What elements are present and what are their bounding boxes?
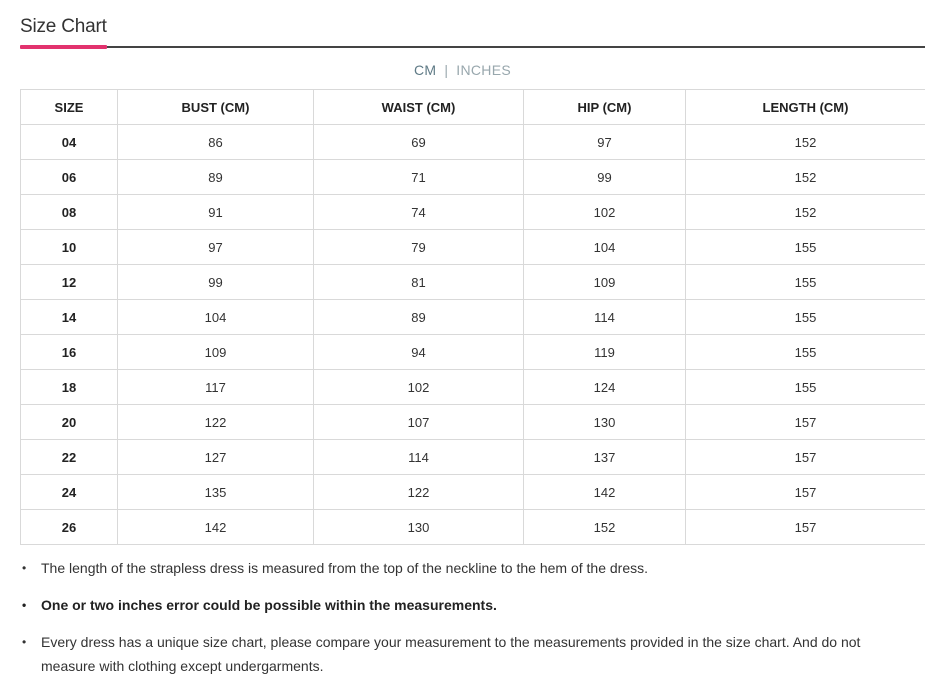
- cell-bust: 86: [118, 125, 314, 160]
- cell-size: 06: [21, 160, 118, 195]
- cell-length: 157: [686, 475, 925, 510]
- table-row: [21, 125, 925, 160]
- cell-hip: 104: [524, 230, 686, 265]
- cell-size: 26: [21, 510, 118, 545]
- table-row: [21, 405, 925, 440]
- cell-waist: 74: [314, 195, 524, 230]
- cell-length: 152: [686, 195, 925, 230]
- cell-length: 155: [686, 370, 925, 405]
- table-row: [21, 440, 925, 475]
- cell-size: 08: [21, 195, 118, 230]
- cell-waist: 94: [314, 335, 524, 370]
- column-header-size: SIZE: [21, 90, 118, 125]
- page-title: Size Chart: [20, 16, 107, 37]
- cell-hip: 102: [524, 195, 686, 230]
- cell-waist: 130: [314, 510, 524, 545]
- note-text: Every dress has a unique size chart, please compare your measurement to the measurements provided in the size chart. And do not measure with clothing except undergarments.: [41, 634, 861, 674]
- cell-length: 157: [686, 510, 925, 545]
- cell-waist: 122: [314, 475, 524, 510]
- column-header-hip: HIP (CM): [524, 90, 686, 125]
- cell-size: 14: [21, 300, 118, 335]
- cell-hip: 152: [524, 510, 686, 545]
- cell-hip: 124: [524, 370, 686, 405]
- cell-length: 152: [686, 160, 925, 195]
- cell-bust: 89: [118, 160, 314, 195]
- cell-size: 22: [21, 440, 118, 475]
- cell-hip: 99: [524, 160, 686, 195]
- cell-bust: 97: [118, 230, 314, 265]
- cell-length: 155: [686, 335, 925, 370]
- note-item: [22, 630, 917, 678]
- cell-length: 157: [686, 440, 925, 475]
- bullet-icon: •: [22, 561, 27, 575]
- cell-bust: 117: [118, 370, 314, 405]
- unit-inches-link[interactable]: INCHES: [456, 62, 511, 78]
- unit-toggle: [0, 62, 925, 78]
- unit-cm-link[interactable]: CM: [413, 62, 437, 78]
- cell-hip: 109: [524, 265, 686, 300]
- cell-size: 18: [21, 370, 118, 405]
- cell-waist: 107: [314, 405, 524, 440]
- cell-length: 155: [686, 300, 925, 335]
- table-header-row: [21, 90, 925, 125]
- column-header-waist: WAIST (CM): [314, 90, 524, 125]
- cell-length: 157: [686, 405, 925, 440]
- table-row: [21, 510, 925, 545]
- table-row: [21, 335, 925, 370]
- cell-length: 152: [686, 125, 925, 160]
- note-text: One or two inches error could be possible within the measurements.: [41, 597, 497, 613]
- note-text: The length of the strapless dress is measured from the top of the neckline to the hem of the dress.: [41, 560, 648, 576]
- cell-waist: 81: [314, 265, 524, 300]
- cell-length: 155: [686, 265, 925, 300]
- cell-length: 155: [686, 230, 925, 265]
- cell-hip: 137: [524, 440, 686, 475]
- cell-bust: 142: [118, 510, 314, 545]
- cell-hip: 130: [524, 405, 686, 440]
- cell-hip: 97: [524, 125, 686, 160]
- cell-size: 12: [21, 265, 118, 300]
- cell-bust: 127: [118, 440, 314, 475]
- note-item: [22, 556, 917, 580]
- table-row: [21, 160, 925, 195]
- cell-size: 10: [21, 230, 118, 265]
- header-divider: [20, 46, 925, 48]
- cell-bust: 91: [118, 195, 314, 230]
- table-row: [21, 230, 925, 265]
- cell-hip: 119: [524, 335, 686, 370]
- measurement-notes: [22, 556, 917, 691]
- table-row: [21, 300, 925, 335]
- table-row: [21, 195, 925, 230]
- cell-bust: 135: [118, 475, 314, 510]
- active-tab-underline: [20, 45, 107, 49]
- cell-waist: 114: [314, 440, 524, 475]
- cell-size: 04: [21, 125, 118, 160]
- cell-waist: 89: [314, 300, 524, 335]
- cell-bust: 122: [118, 405, 314, 440]
- cell-waist: 69: [314, 125, 524, 160]
- cell-bust: 99: [118, 265, 314, 300]
- column-header-bust: BUST (CM): [118, 90, 314, 125]
- cell-size: 16: [21, 335, 118, 370]
- cell-hip: 142: [524, 475, 686, 510]
- cell-bust: 109: [118, 335, 314, 370]
- table-row: [21, 370, 925, 405]
- cell-bust: 104: [118, 300, 314, 335]
- size-chart-header: [20, 12, 925, 50]
- size-table: [20, 89, 925, 545]
- cell-size: 24: [21, 475, 118, 510]
- bullet-icon: •: [22, 635, 27, 649]
- table-row: [21, 265, 925, 300]
- cell-size: 20: [21, 405, 118, 440]
- table-body: [21, 125, 925, 545]
- table-row: [21, 475, 925, 510]
- unit-separator: |: [444, 62, 449, 78]
- note-item: [22, 593, 917, 617]
- cell-waist: 102: [314, 370, 524, 405]
- column-header-length: LENGTH (CM): [686, 90, 925, 125]
- bullet-icon: •: [22, 598, 27, 612]
- cell-hip: 114: [524, 300, 686, 335]
- cell-waist: 79: [314, 230, 524, 265]
- cell-waist: 71: [314, 160, 524, 195]
